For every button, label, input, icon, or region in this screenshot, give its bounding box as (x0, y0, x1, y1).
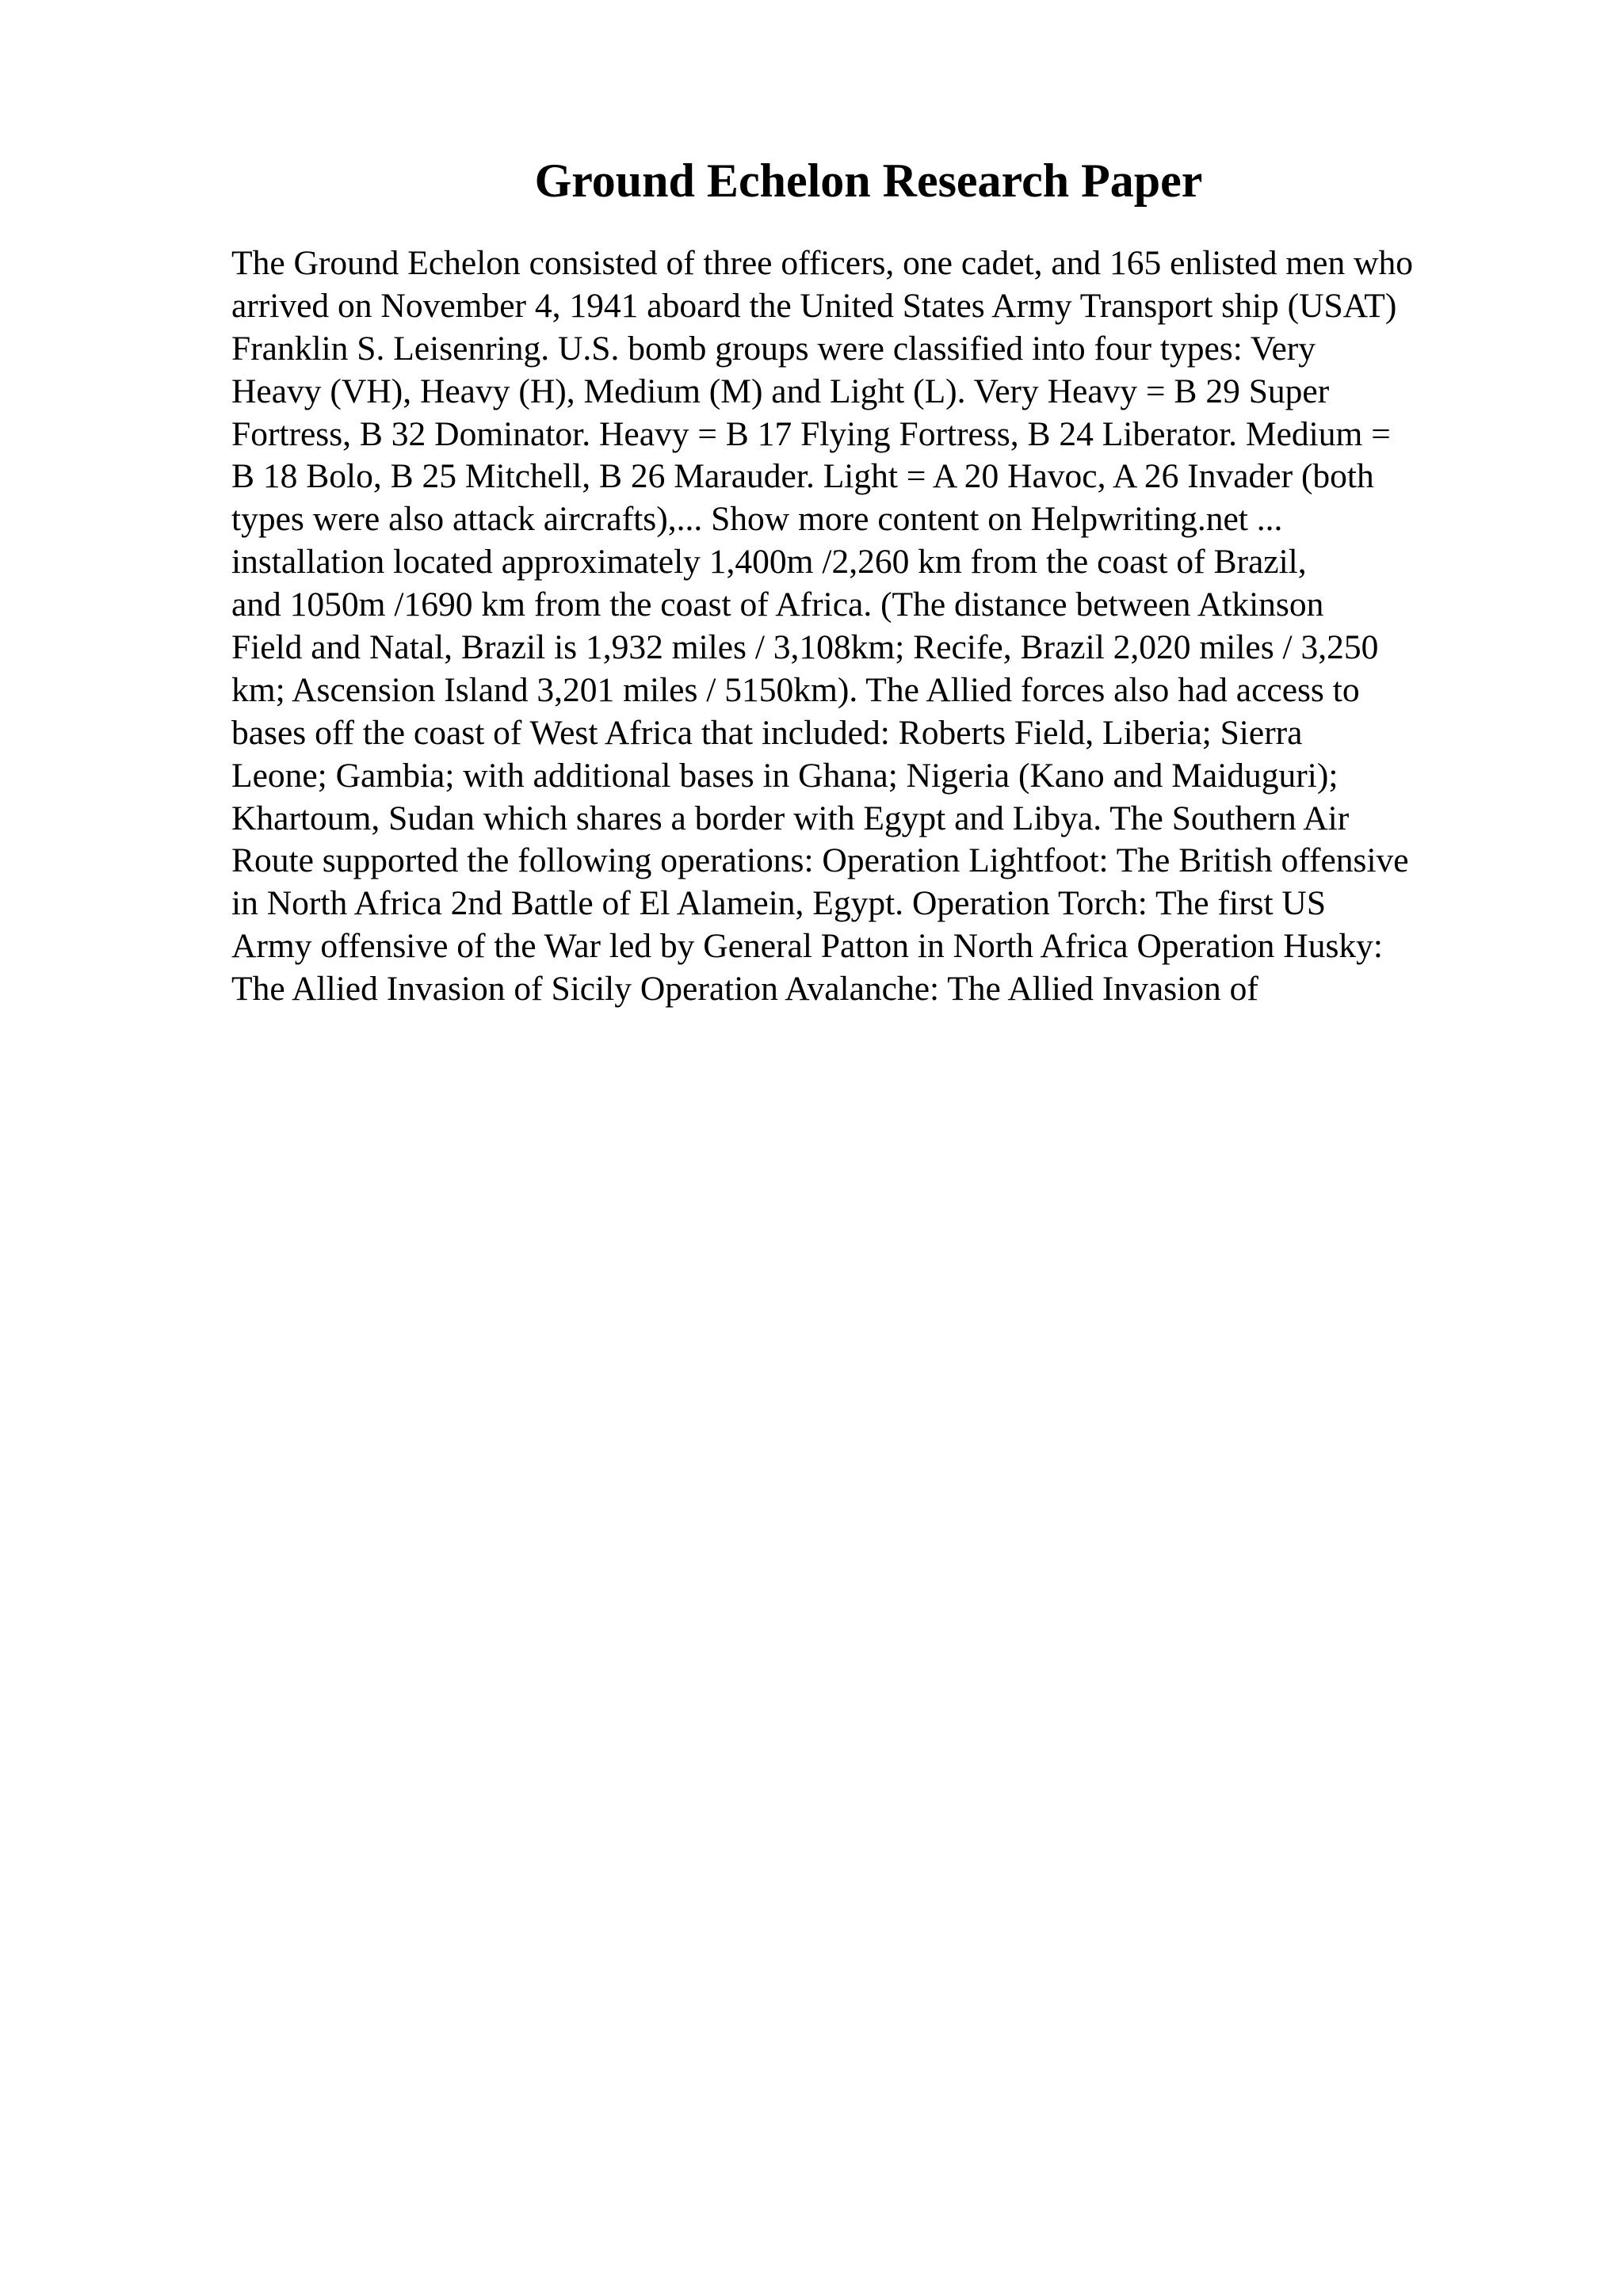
paragraph-line: bases off the coast of West Africa that included: Roberts Field, Liberia; Sierra (231, 713, 1303, 752)
paragraph-line: km; Ascension Island 3,201 miles / 5150km). The Allied forces also had access to (231, 670, 1360, 709)
paragraph-line: Leone; Gambia; with additional bases in Ghana; Nigeria (Kano and Maiduguri); (231, 756, 1338, 795)
paragraph-line: Route supported the following operations: Operation Lightfoot: The British offensive (231, 841, 1409, 880)
paragraph-line: Khartoum, Sudan which shares a border with Egypt and Libya. The Southern Air (231, 799, 1350, 837)
paragraph-line: installation located approximately 1,400m /2,260 km from the coast of Brazil, (231, 543, 1307, 582)
paragraph-line: Army offensive of the War led by General Patton in North Africa Operation Husky: (231, 927, 1383, 966)
paragraph-line: The Allied Invasion of Sicily Operation Avalanche: The Allied Invasion of (231, 970, 1258, 1009)
paragraph-line: and 1050m /1690 km from the coast of Africa. (The distance between Atkinson (231, 585, 1324, 624)
document-title: Ground Echelon Research Paper (534, 154, 1203, 207)
paragraph-line: Field and Natal, Brazil is 1,932 miles / 3,108km; Recife, Brazil 2,020 miles / 3,250 (231, 628, 1379, 667)
document-body-paragraph (231, 242, 1413, 1011)
paragraph-line: Franklin S. Leisenring. U.S. bomb groups were classified into four types: Very (231, 329, 1316, 368)
paragraph-line: Heavy (VH), Heavy (H), Medium (M) and Light (L). Very Heavy = B 29 Super (231, 372, 1330, 410)
paragraph-line: in North Africa 2nd Battle of El Alamein, Egypt. Operation Torch: The first US (231, 884, 1327, 923)
paragraph-line: Fortress, B 32 Dominator. Heavy = B 17 Flying Fortress, B 24 Liberator. Medium = (231, 414, 1391, 453)
paragraph-line: types were also attack aircrafts),... Show more content on Helpwriting.net ... (231, 500, 1283, 539)
paragraph-line: The Ground Echelon consisted of three officers, one cadet, and 165 enlisted men who (231, 244, 1414, 282)
paragraph-line: B 18 Bolo, B 25 Mitchell, B 26 Marauder. Light = A 20 Havoc, A 26 Invader (both (231, 457, 1374, 496)
paragraph-line: arrived on November 4, 1941 aboard the United States Army Transport ship (USAT) (231, 286, 1397, 325)
